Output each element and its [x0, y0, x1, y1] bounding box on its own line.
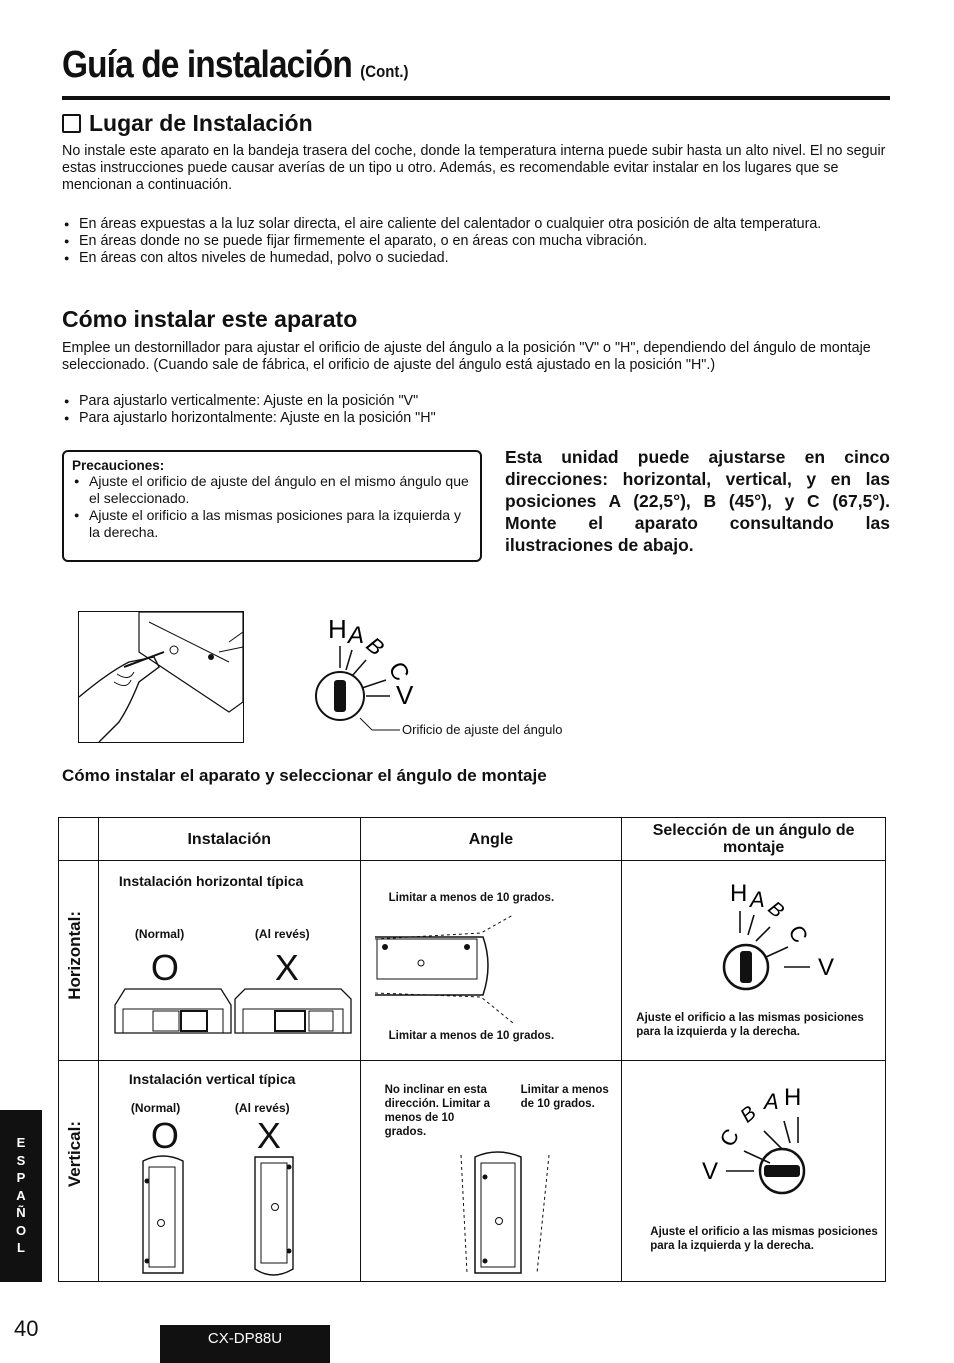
language-tab: E S P A Ñ O L	[0, 1110, 42, 1282]
vertical-angle-icon	[451, 1147, 561, 1277]
title-rule	[62, 96, 890, 100]
horizontal-unit-icon	[113, 985, 353, 1045]
row-label-horizontal: Horizontal:	[59, 861, 99, 1061]
mounting-table	[58, 817, 886, 1282]
header-angle: Angle	[360, 818, 622, 861]
como-list	[62, 393, 892, 427]
list-item: ● En áreas con altos niveles de humedad, polvo o suciedad.	[62, 250, 892, 267]
header-instalacion: Instalación	[98, 818, 360, 861]
precauciones-list	[72, 473, 472, 541]
vertical-title: Instalación vertical típica	[128, 1071, 296, 1087]
horizontal-angle-icon	[371, 907, 611, 1027]
page-number: 40	[14, 1316, 39, 1341]
table-heading: Cómo instalar el aparato y seleccionar el ángulo de montaje	[62, 766, 547, 785]
angle-left-note: No inclinar en esta dirección. Limitar a menos de 10 grados.	[384, 1084, 491, 1138]
angle-top-note: Limitar a menos de 10 grados.	[388, 892, 555, 904]
list-item: ● Ajuste el orificio a las mismas posiciones para la izquierda y la derecha.	[72, 507, 472, 541]
list-item: ● Ajuste el orificio de ajuste del ángulo en el mismo ángulo que el seleccionado.	[72, 473, 472, 507]
checkbox-icon	[62, 114, 81, 133]
dial-letter-v: V	[702, 1158, 719, 1185]
reves-label: (Al revés)	[254, 927, 310, 941]
lugar-list	[62, 216, 892, 267]
reves-label: (Al revés)	[234, 1101, 290, 1115]
ng-mark-icon: X	[274, 947, 299, 988]
lugar-heading: Lugar de Instalación	[62, 110, 313, 137]
ng-mark-icon: X	[256, 1115, 281, 1156]
cell-vertical-install	[98, 1061, 360, 1282]
dial-letter-v: V	[396, 680, 414, 710]
angle-right-note: Limitar a menos de 10 grados.	[520, 1084, 609, 1110]
cell-vertical-angle	[360, 1061, 622, 1282]
dial-letter-v: V	[818, 954, 835, 981]
table-corner	[59, 818, 99, 861]
dial-caption: Orificio de ajuste del ángulo	[402, 722, 563, 737]
list-item: ● Para ajustarlo horizontalmente: Ajuste en la posición "H"	[62, 410, 892, 427]
hand-screwdriver-icon	[79, 612, 243, 742]
dial-letter-b: B	[763, 897, 789, 923]
vertical-select-note: Ajuste el orificio a las mismas posiciones para la izquierda y la derecha.	[650, 1226, 878, 1252]
dial-letter-h: H	[328, 614, 347, 644]
dial-letter-h: H	[730, 880, 748, 907]
dial-letter-a: A	[764, 1089, 779, 1114]
row-label-vertical: Vertical:	[59, 1061, 99, 1282]
lugar-paragraph: No instale este aparato en la bandeja trasera del coche, donde la temperatura interna puede subir hasta un alto nivel. El no seguir estas instrucciones puede causar averías de un tipo u otro. Además, es recomendable evitar instalar en los lugares que se mencionan a continuación.	[62, 143, 886, 193]
normal-label: (Normal)	[134, 927, 185, 941]
dial-letter-b: B	[736, 1101, 761, 1128]
dial-letter-b: B	[361, 631, 389, 661]
model-badge: CX-DP88U	[160, 1325, 330, 1363]
normal-label: (Normal)	[130, 1101, 181, 1115]
horizontal-select-note: Ajuste el orificio a las mismas posiciones para la izquierda y la derecha.	[636, 1012, 864, 1038]
page-title: Guía de instalación (Cont.)	[62, 44, 409, 86]
dial-v-icon	[700, 1075, 840, 1205]
list-item: ● En áreas donde no se puede fijar firmemente el aparato, o en áreas con mucha vibración.	[62, 233, 892, 250]
como-heading: Cómo instalar este aparato	[62, 306, 358, 332]
dial-letter-a: A	[750, 887, 765, 912]
list-item: ● En áreas expuestas a la luz solar directa, el aire caliente del calentador o cualquier otra posición de alta temperatura.	[62, 216, 892, 233]
cell-horizontal-install	[98, 861, 360, 1061]
vertical-unit-icon	[139, 1153, 339, 1283]
cell-vertical-select	[622, 1061, 886, 1282]
dial-letter-c: C	[714, 1124, 745, 1151]
dial-letter-c: C	[382, 657, 415, 686]
ok-mark-icon: O	[150, 1115, 179, 1156]
precauciones-box	[62, 450, 482, 562]
angle-dial-diagram	[300, 608, 420, 738]
cell-horizontal-select	[622, 861, 886, 1061]
dial-letter-a: A	[348, 622, 365, 649]
dial-letter-c: C	[783, 920, 814, 948]
screwdriver-illustration	[78, 611, 244, 743]
header-seleccion: Selección de un ángulo de montaje	[622, 818, 886, 861]
precauciones-title: Precauciones:	[72, 458, 165, 473]
como-paragraph: Emplee un destornillador para ajustar el orificio de ajuste del ángulo a la posición "V" o "H", dependiendo del ángulo de montaje seleccionado. (Cuando sale de fábrica, el orificio de ajuste del ángulo está ajustado en la posición "H".)	[62, 340, 871, 373]
horizontal-title: Instalación horizontal típica	[118, 873, 304, 889]
list-item: ● Para ajustarlo verticalmente: Ajuste en la posición "V"	[62, 393, 892, 410]
cell-horizontal-angle	[360, 861, 622, 1061]
angle-bottom-note: Limitar a menos de 10 grados.	[388, 1030, 555, 1042]
ok-mark-icon: O	[150, 947, 179, 988]
dial-h-icon	[722, 871, 852, 991]
directions-note: Esta unidad puede ajustarse en cinco direcciones: horizontal, vertical, y en las posiciones A (22,5°), B (45°), y C (67,5°). Monte el aparato consultando las ilustraciones de abajo.	[505, 447, 890, 555]
dial-letter-h: H	[784, 1084, 802, 1111]
